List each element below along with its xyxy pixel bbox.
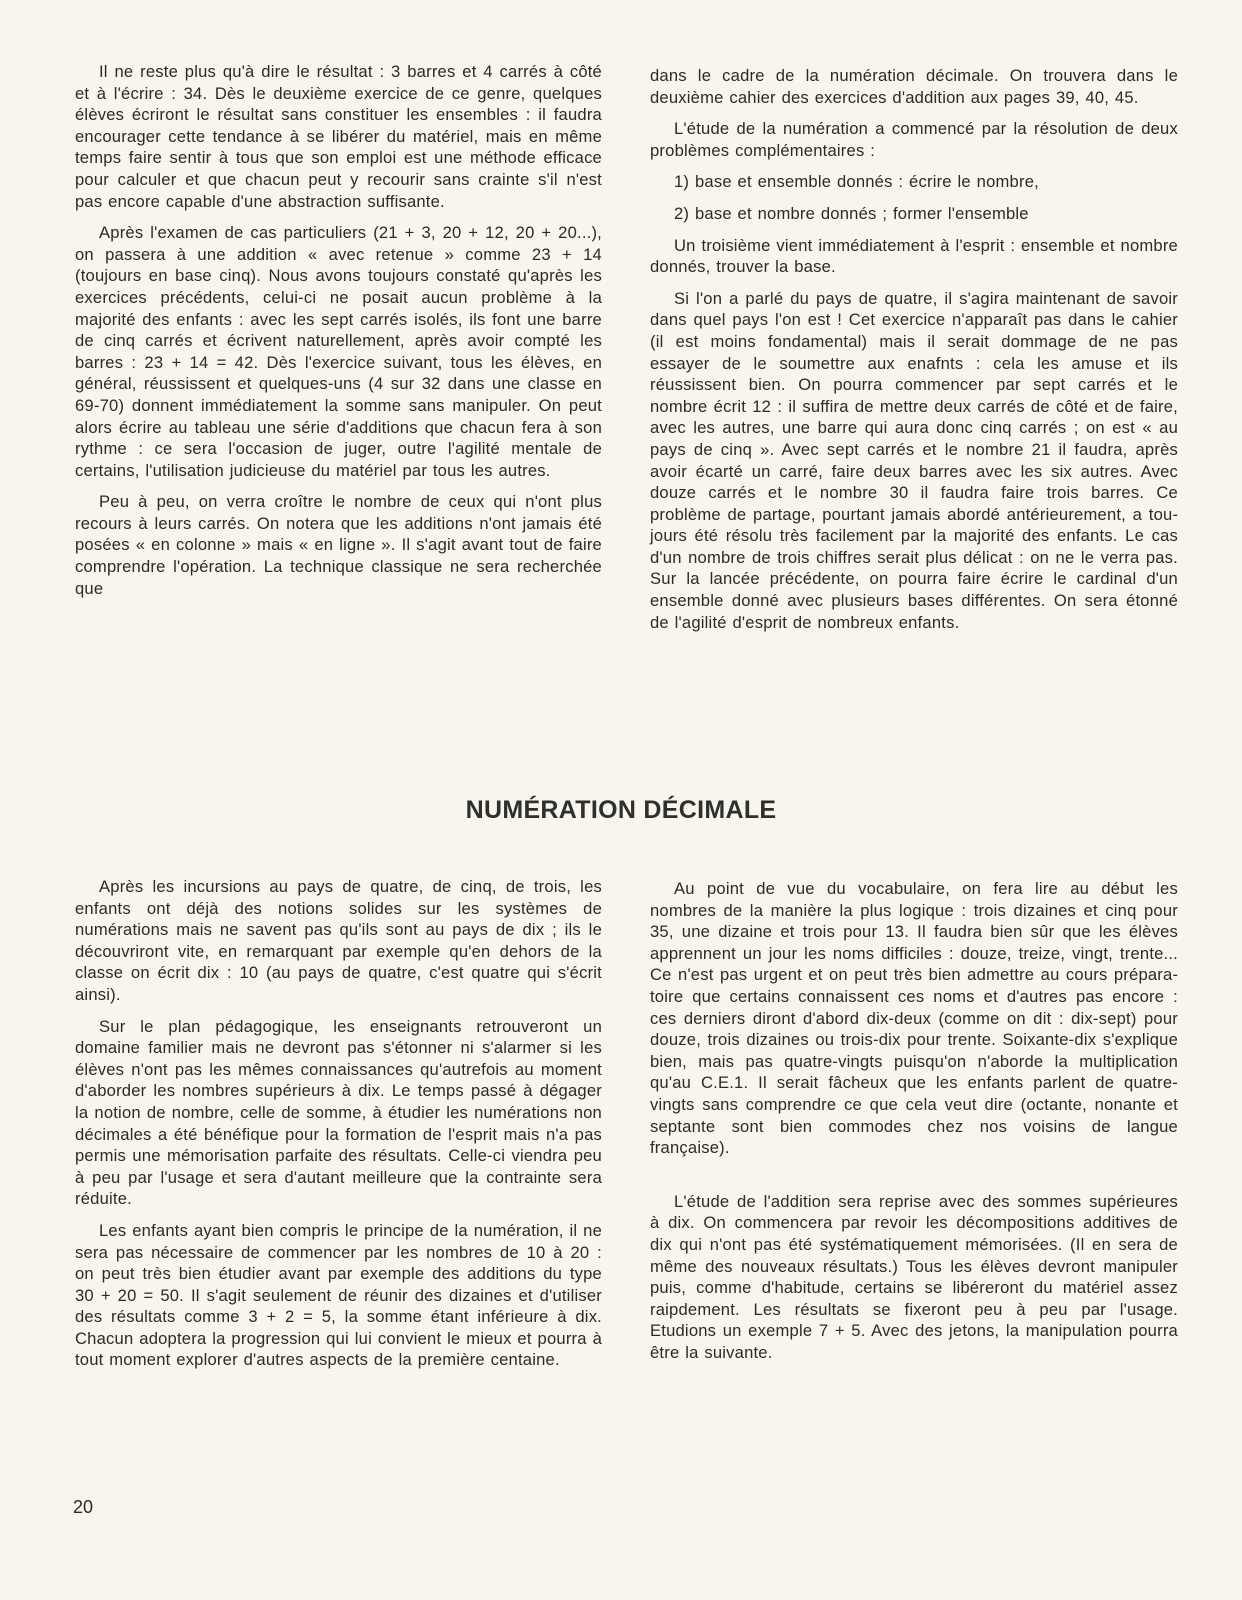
paragraph: Les enfants ayant bien compris le principe de la numération, il ne sera pas nécessaire de commencer par les nombres de 10 à 20 : on peut très bien étudier avant par exemple des additions du type 30 + 20 = 50. Il s'agit seulement de réunir des dizaines et d'utiliser des résultats comme 3 + 2 = 5, la somme étant inférieure à dix. Chacun adoptera la progression qui lui convient le mieux et pourra à tout moment explorer d'autres aspects de la première centaine. xyxy=(75,1220,602,1370)
paragraph-continuation: dans le cadre de la numération décimale. On trouvera dans le deuxième cahier des exercices d'addition aux pages 39, 40, 45. xyxy=(650,66,1178,107)
paragraph: Au point de vue du vocabulaire, on fera lire au début les nombres de la manière la plus logique : trois dizaines et cinq pour 35, une dizaine et trois pour 13. Il faudra bien sûr que les élèves apprennent un jour les noms difficiles : douze, treize, vingt, trente... Ce n'est pas urgent et on peut très bien admettre au cours préparatoire que certains connaissent ces noms et d'autres pas encore : ces derniers diront d'abord dix-deux (comme on dit : dix-sept) pour douze, trois dizaines ou trois-dix pour trente. Soixante-dix s'explique bien, mais pas quatre-vingts puisqu'on n'aborde la multiplication qu'au C.E.1. Il serait fâcheux que les enfants parlent de quatre-vingts sans comprendre ce que cela veut dire (octante, nonante et septante sont bien commodes chez nos voisins de langue française). xyxy=(650,879,1178,1158)
paragraph: L'étude de la numération a commencé par la résolution de deux problèmes complémentaires : xyxy=(650,119,1178,160)
paragraph: Un troisième vient immédiatement à l'esprit : ensemble et nombre donnés, trouver la base. xyxy=(650,235,1178,277)
bottom-right-column xyxy=(650,878,1178,1373)
paragraph: Après l'examen de cas particuliers (21 + 3, 20 + 12, 20 + 20...), on passera à une addition « avec retenue » comme 23 + 14 (toujours en base cinq). Nous avons toujours constaté qu'après les exercices précédents, celui-ci ne posait aucun problème à la majorité des enfants : avec les sept carrés isolés, ils font une barre de cinq carrés et écrivent naturellement, après avoir compté les barres : 23 + 14 = 42. Dès l'exercice suivant, tous les élèves, en général, réussissent et quelques-uns (4 sur 32 dans une classe en 69-70) donnent immédiatement la somme sans manipuler. On peut alors écrire au tableau une série d'additions que chacun fera à son rythme : ce sera l'occasion de juger, outre l'agilité mentale de certains, l'utilisation judicieuse du matériel par tous les autres. xyxy=(75,223,602,480)
list-item: 2) base et nombre donnés ; former l'ensemble xyxy=(674,203,1029,223)
paragraph: Sur le plan pédagogique, les enseignants retrouveront un domaine familier mais ne devront pas s'étonner ni s'alarmer si les élèves n'ont pas les mêmes connaissances qu'autrefois au moment d'aborder les nombres supérieurs à dix. Le temps passé à dégager la notion de nombre, celle de somme, à étudier les numérations non décimales a été bénéfique pour la formation de l'esprit mais n'a pas permis une mémorisation parfaite des résultats. Celle-ci viendra peu à peu par l'usage et sera d'autant meilleure que la contrainte sera réduite. xyxy=(75,1016,602,1209)
paragraph: Peu à peu, on verra croître le nombre de ceux qui n'ont plus recours à leurs carrés. On notera que les additions n'ont jamais été posées « en colonne » mais « en ligne ». Il s'agit avant tout de faire comprendre l'opération. La technique classique ne sera recherchée que xyxy=(75,492,602,598)
top-left-column xyxy=(75,61,602,609)
top-right-column xyxy=(650,65,1178,643)
bottom-left-column xyxy=(75,876,602,1381)
list-item: 1) base et ensemble donnés : écrire le nombre, xyxy=(674,172,1039,192)
paragraph: Si l'on a parlé du pays de quatre, il s'agira maintenant de savoir dans quel pays l'on est ! Cet exercice n'apparaît pas dans le cahier (il est moins fondamental) mais il serait dommage de ne pas essayer de le soumettre aux enafnts : cela les amuse et ils réussissent bien. On pourra commencer par sept carrés et le nombre écrit 12 : il suffira de mettre deux carrés de côté et de faire, avec les autres, une barre qui aura donc cinq carrés ; on est « au pays de cinq ». Avec sept carrés et le nombre 21 il faudra, après avoir écarté un carré, faire deux barres avec les six autres. Avec douze carrés et le nombre 30 il faudra faire trois barres. Ce problème de partage, pourtant jamais abordé antérieurement, a toujours été résolu très facilement par la majorité des enfants. Le cas d'un nombre de trois chiffres serait plus délicat : on ne le verra pas. Sur la lancée précédente, on pourra faire écrire le cardinal d'un ensemble donné avec plusieurs bases différentes. On sera étonné de l'agilité d'esprit de nombreux enfants. xyxy=(650,288,1178,632)
page-number: 20 xyxy=(73,1497,94,1517)
paragraph: L'étude de l'addition sera reprise avec des sommes supérieures à dix. On commencera par revoir les décompositions additives de dix qui n'ont pas été systématiquement mémorisées. (Il en sera de même des nouveaux résultats.) Tous les élèves devront manipuler puis, comme d'habitude, certains se libéreront du matériel assez raipdement. Les résultats se fixeront peu à peu par l'usage. Etudions un exemple 7 + 5. Avec des jetons, la manipulation pourra être la suivante. xyxy=(650,1191,1178,1362)
paragraph: Il ne reste plus qu'à dire le résultat : 3 barres et 4 carrés à côté et à l'écrire : 34. Dès le deuxième exercice de ce genre, quelques élèves écriront le résultat sans constituer les ensembles : il faudra encourager cette tendance à se libérer du matériel, mais en même temps faire sentir à tous que son emploi est une méthode efficace pour calculer et que chacun peut y recourir sans crainte s'il n'est pas encore capable d'une abstraction suffisante. xyxy=(75,62,602,211)
section-heading: NUMÉRATION DÉCIMALE xyxy=(465,796,777,824)
spacer xyxy=(650,1169,1178,1191)
paragraph: Après les incursions au pays de quatre, de cinq, de trois, les enfants ont déjà des notions solides sur les systèmes de numérations mais ne savent pas qu'ils sont au pays de dix ; ils le découvriront vite, en remarquant par exemple qu'en dehors de la classe on écrit dix : 10 (au pays de quatre, c'est quatre qui s'écrit ainsi). xyxy=(75,877,602,1004)
